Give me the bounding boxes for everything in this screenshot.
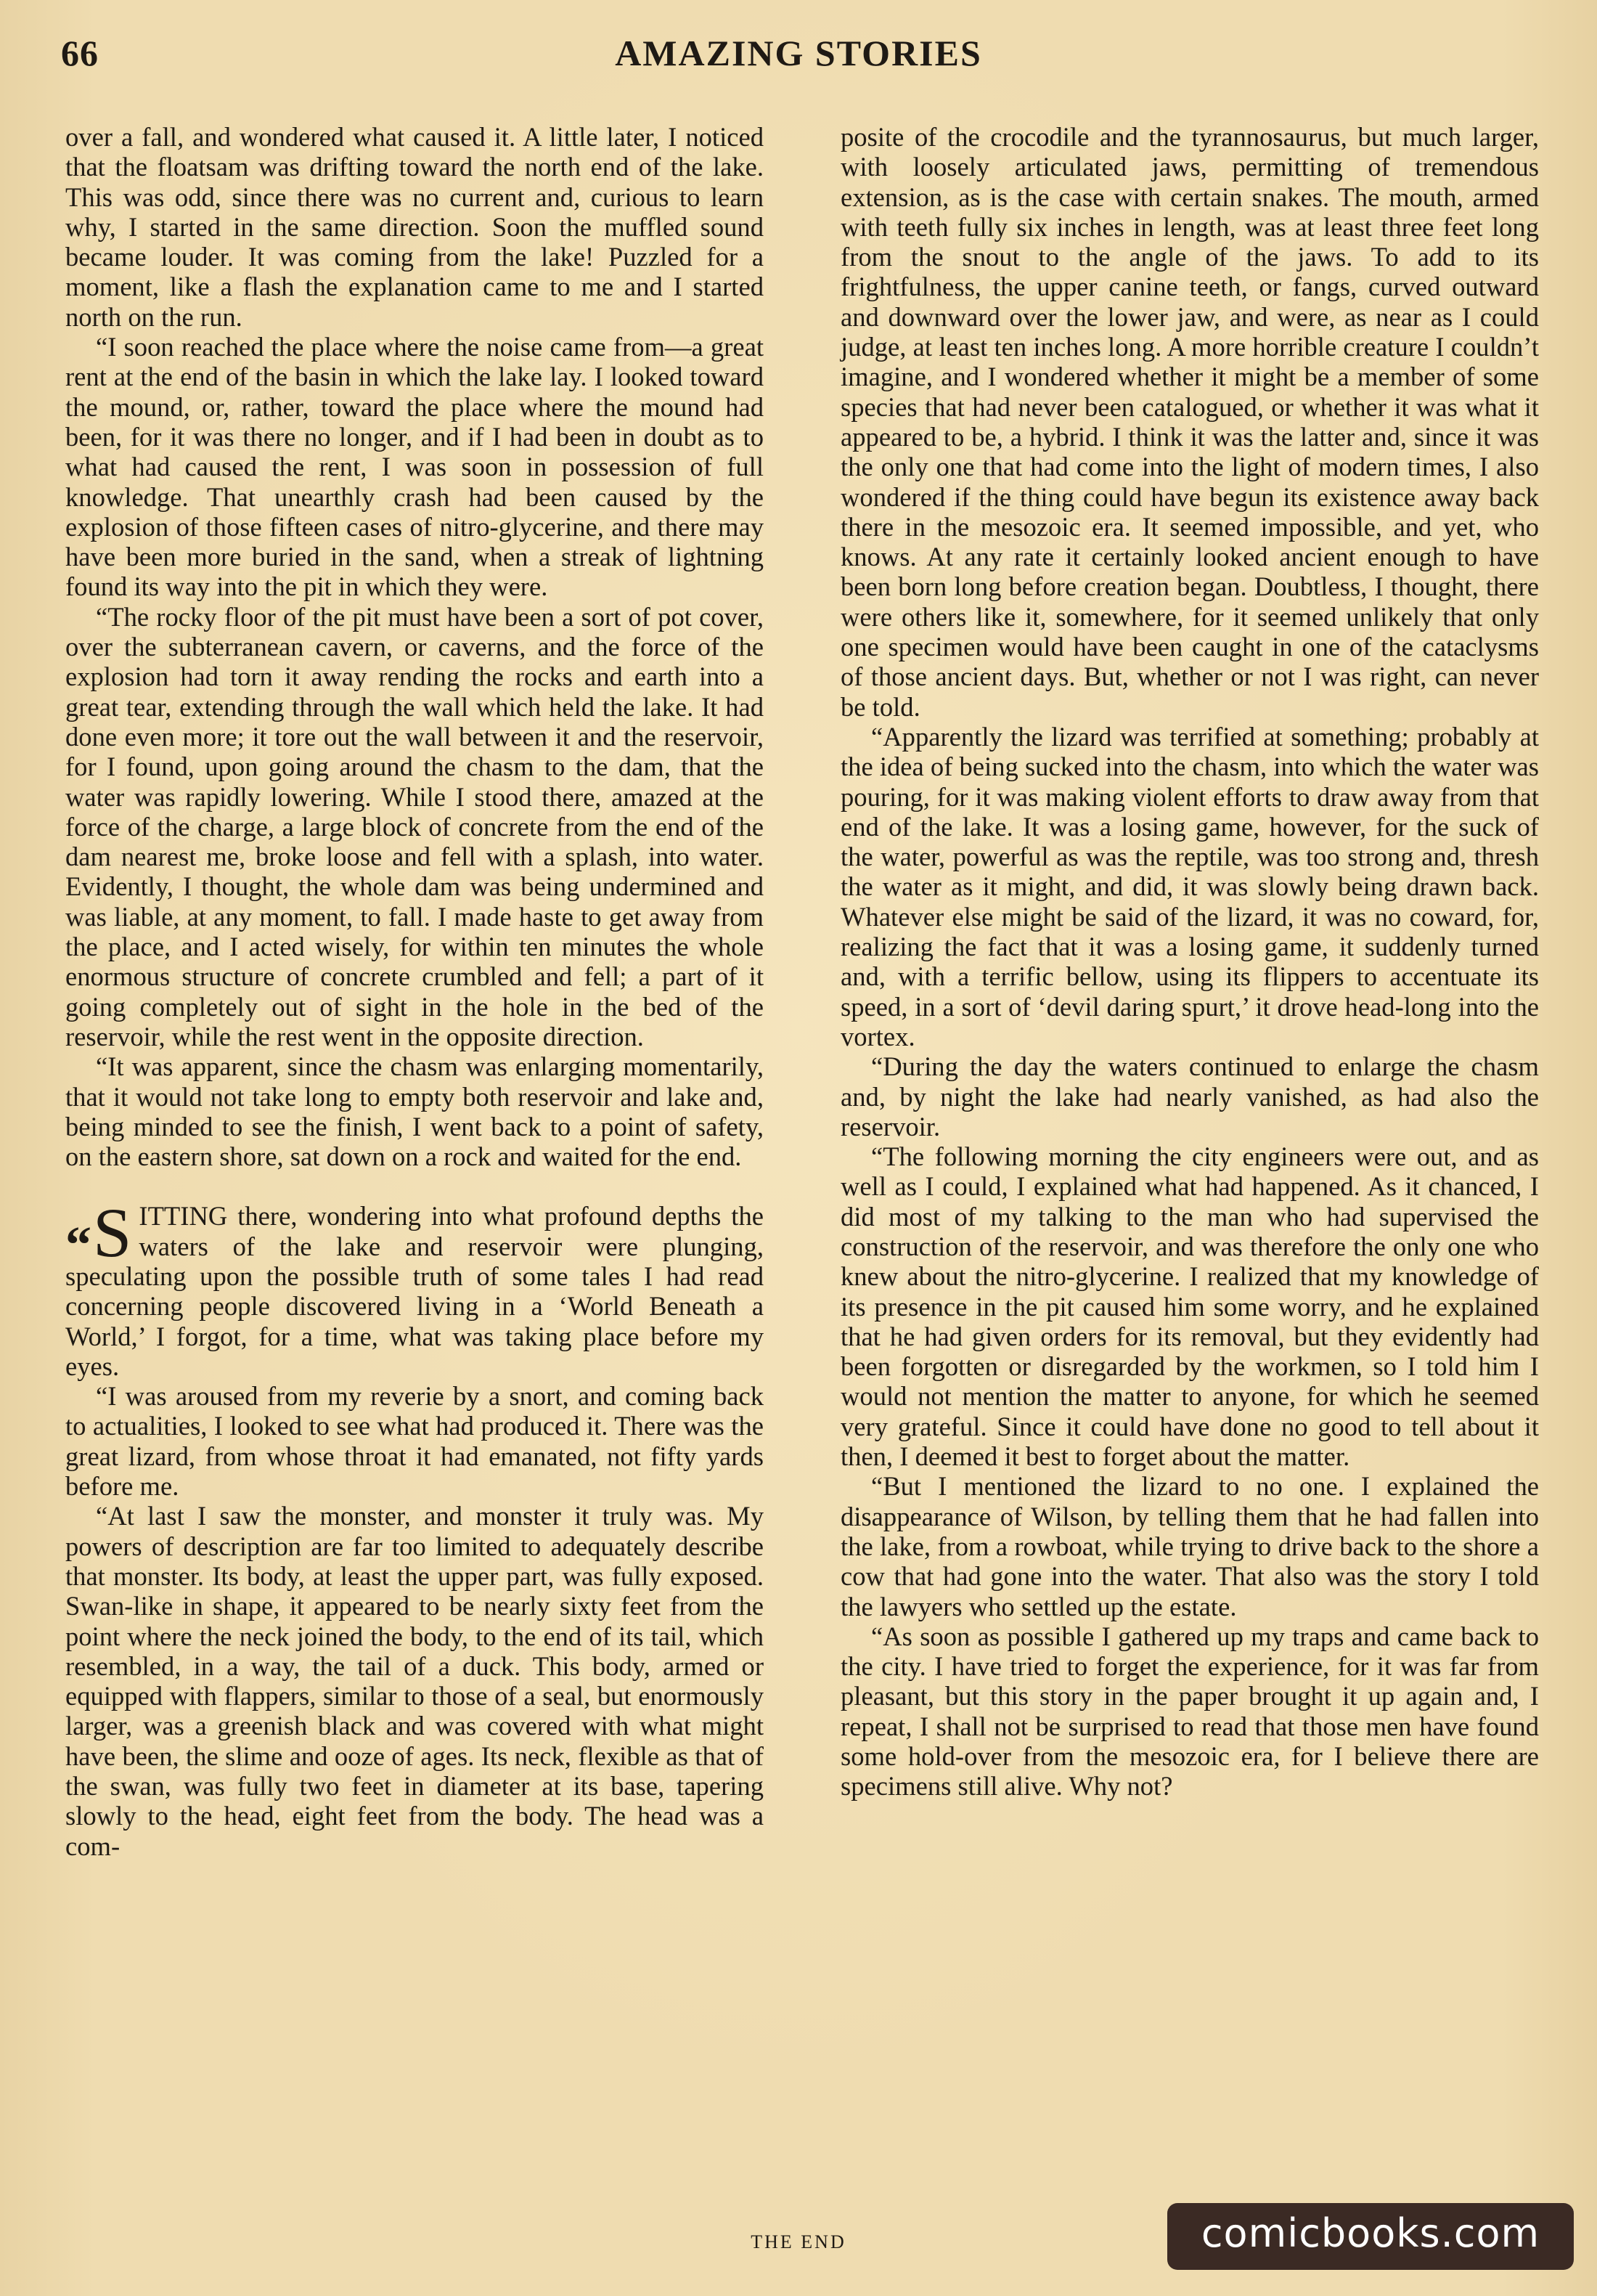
dropcap-paragraph: [65, 1194, 764, 1381]
section-break: [65, 1171, 764, 1201]
paragraph: “I soon reached the place where the noise came from—a great rent at the end of the basin in which the lake lay. I looked toward the mound, or, rather, toward the place where the mound had been, for it was there no longer, and if I had been in doubt as to what had caused the rent, I was soon in possession of full knowledge. That unearthly crash had been caused by the explosion of those fifteen cases of nitro-glycerine, and there may have been more buried in the sand, when a streak of lightning found its way into the pit in which they were.: [65, 332, 764, 602]
drop-cap: [65, 1194, 132, 1274]
watermark-text: comicbooks.com: [1201, 2210, 1540, 2256]
paragraph: “Apparently the lizard was terrified at something; probably at the idea of being sucked into the chasm, into which the water was pouring, for it was making violent efforts to draw away from that end of the lake. It was a losing game, however, for the suck of the water, powerful as was the reptile, was too strong and, thresh the water as it might, and did, it was slowly being drawn back. Whatever else might be said of the lizard, it was no coward, for, realizing the fact that it was a losing game, it suddenly turned and, with a terrific bellow, using its flippers to accentuate its speed, in a sort of ‘devil daring spurt,’ it drove head-long into the vortex.: [841, 721, 1539, 1051]
paragraph: “As soon as possible I gathered up my traps and came back to the city. I have tried to forget the experience, for it was far from pleasant, but this story in the paper brought it up again and, I repeat, I shall not be surprised to read that those men have found some hold-over from the mesozoic era, for I believe there are specimens still alive. Why not?: [841, 1621, 1539, 1802]
paragraph: “During the day the waters continued to enlarge the chasm and, by night the lake had nearly vanished, as had also the reservoir.: [841, 1051, 1539, 1141]
the-end-label: THE END: [751, 2231, 846, 2252]
paragraph: “At last I saw the monster, and monster it truly was. My powers of description are far too limited to adequately describe that monster. Its body, at least the upper part, was fully exposed. Swan-like in shape, it appeared to be nearly sixty feet from the point where the neck joined the body, to the end of its tail, which resembled, in a way, the tail of a duck. This body, armed or equipped with flappers, similar to those of a seal, but enormously larger, was a greenish black and was covered with what might have been, the slime and ooze of ages. Its neck, flexible as that of the swan, was fully two feet in diameter at its base, tapering slowly to the head, eight feet from the body. The head was a com-: [65, 1501, 764, 1861]
watermark-badge: [1167, 2203, 1574, 2270]
paragraph: “The following morning the city engineers were out, and as well as I could, I explained what had happened. As it chanced, I did most of my talking to the man who had supervised the construction of the reservoir, and was therefore the only one who knew about the nitro-glycerine. I realized that my knowledge of its presence in the pit caused him some worry, and he explained that he had given orders for its removal, but they evidently had been forgotten or disregarded by the workmen, so I told him I would not mention the matter to anyone, for which he seemed very grateful. Since it could have done no good to tell about it then, I deemed it best to forget about the matter.: [841, 1141, 1539, 1472]
page-header: [0, 0, 1597, 123]
paragraph: posite of the crocodile and the tyrannosaurus, but much larger, with loosely articulated jaws, permitting of tremendous extension, as is the case with certain snakes. The mouth, armed with teeth fully six inches in length, was at least three feet long from the snout to the angle of the jaws. To add to its frightfulness, the upper canine teeth, or fangs, curved outward and downward over the lower jaw, and were, as near as I could judge, at least ten inches long. A more horrible creature I couldn’t imagine, and I wondered whether it might be a member of some species that had never been catalogued, or whether it was what it appeared to be, a hybrid. I think it was the latter and, since it was the only one that had come into the light of modern times, I also wondered if the thing could have begun its existence away back there in the mesozoic era. It seemed impossible, and yet, who knows. At any rate it certainly looked ancient enough to have been born long before creation began. Doubtless, I thought, there were others like it, somewhere, for it seemed unlikely that only one specimen would have been caught in one of the cataclysms of those ancient days. But, whether or not I was right, can never be told.: [841, 122, 1539, 722]
dropcap-paragraph-text: ITTING there, wondering into what profound depths the waters of the lake and reservoir were plunging, speculating upon the possible truth of some tales I had read concerning people discovered living in a ‘World Beneath a World,’ I forgot, for a time, what was taking place before my eyes.: [65, 1201, 764, 1381]
drop-cap-letter: S: [93, 1194, 132, 1272]
paragraph: “It was apparent, since the chasm was enlarging momentarily, that it would not take long to empty both reservoir and lake and, being minded to see the finish, I went back to a point of safety, on the eastern shore, sat down on a rock and waited for the end.: [65, 1051, 764, 1172]
magazine-title: AMAZING STORIES: [615, 33, 982, 73]
left-column: [65, 122, 764, 1861]
page-number: 66: [61, 33, 99, 73]
paragraph: “But I mentioned the lizard to no one. I explained the disappearance of Wilson, by telling them that he had fallen into the lake, from a rowboat, while trying to drive back to the shore a cow that had gone into the water. That also was the story I told the lawyers who settled up the estate.: [841, 1471, 1539, 1621]
paragraph: “The rocky floor of the pit must have been a sort of pot cover, over the subterranean cavern, or caverns, and the force of the explosion had torn it away rending the rocks and earth into a great tear, extending through the wall which held the lake. It had done even more; it tore out the wall between it and the reservoir, for I found, upon going around the chasm to the dam, that the water was rapidly lowering. While I stood there, amazed at the force of the charge, a large block of concrete from the end of the dam nearest me, broke loose and fell with a splash, into water. Evidently, I thought, the whole dam was being undermined and was liable, at any moment, to fall. I made haste to get away from the place, and I acted wisely, for within ten minutes the whole enormous structure of concrete crumbled and fell; a part of it going completely out of sight in the hole in the bed of the reservoir, while the rest went in the opposite direction.: [65, 601, 764, 1051]
paragraph: “I was aroused from my reverie by a snort, and coming back to actualities, I looked to see what had produced it. There was the great lizard, from whose throat it had emanated, not fifty yards before me.: [65, 1381, 764, 1502]
right-column: [841, 122, 1539, 1802]
drop-cap-quote: “: [65, 1216, 91, 1274]
paragraph: over a fall, and wondered what caused it. A little later, I noticed that the floatsam was drifting toward the north end of the lake. This was odd, since there was no current and, curious to learn why, I started in the same direction. Soon the muffled sound became louder. It was coming from the lake! Puzzled for a moment, like a flash the explanation came to me and I started north on the run.: [65, 122, 764, 332]
